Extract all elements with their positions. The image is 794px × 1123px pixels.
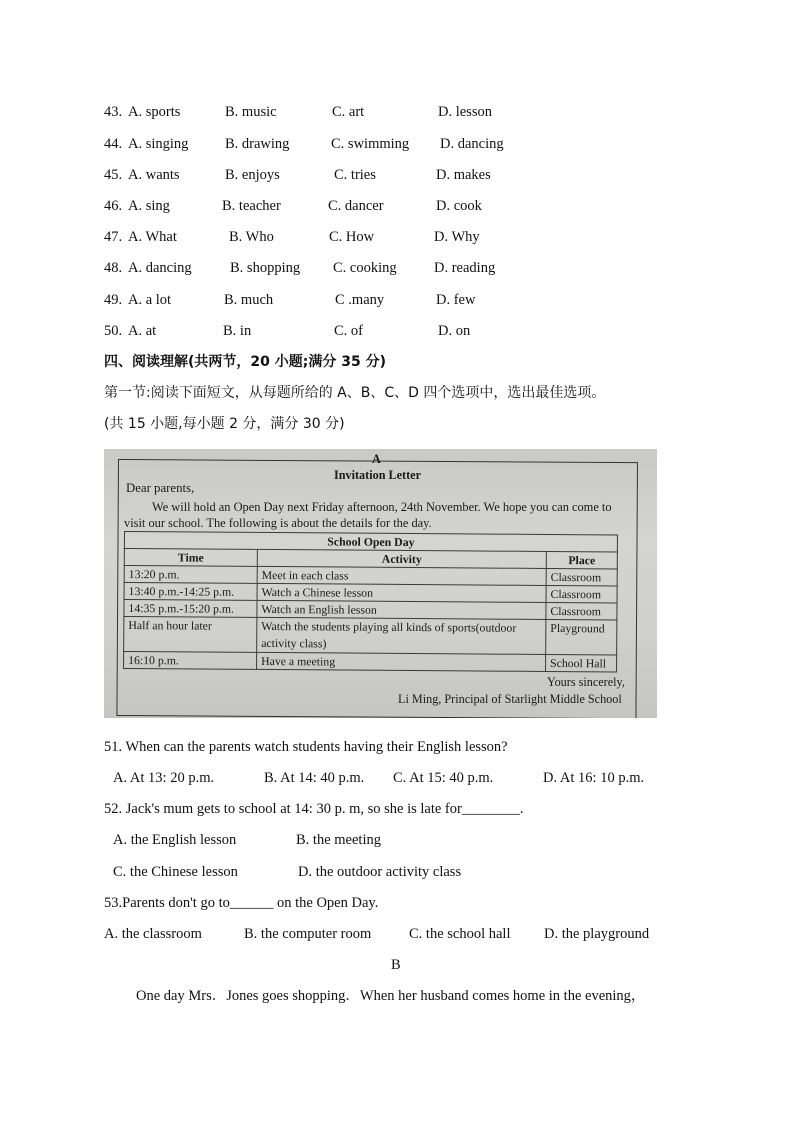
header-time: Time bbox=[124, 549, 257, 567]
question-51-stem: 51. When can the parents watch students having their English lesson? bbox=[104, 739, 508, 755]
cell-time: Half an hour later bbox=[124, 617, 257, 653]
cell-time: 13:20 p.m. bbox=[124, 566, 257, 584]
letter-title: Invitation Letter bbox=[334, 468, 421, 482]
question-52-option-d: D. the outdoor activity class bbox=[298, 864, 462, 880]
question-51-option-b: B. At 14: 40 p.m. bbox=[264, 770, 365, 786]
question-52-option-c: C. the Chinese lesson bbox=[113, 864, 238, 880]
option-a: A. singing bbox=[128, 136, 189, 152]
question-53-option-b: B. the computer room bbox=[244, 926, 372, 942]
option-b: B. music bbox=[225, 104, 277, 120]
option-b: B. in bbox=[223, 323, 252, 339]
question-53-option-d: D. the playground bbox=[544, 926, 650, 942]
table-row bbox=[124, 652, 617, 672]
passage-a-photo bbox=[104, 449, 657, 718]
option-a: A. at bbox=[128, 323, 157, 339]
schedule-table bbox=[123, 531, 618, 672]
letter-body-line-1: We will hold an Open Day next Friday afternoon, 24th November. We hope you can come to bbox=[152, 500, 612, 514]
option-b: B. much bbox=[224, 292, 274, 308]
question-number: 46. bbox=[104, 198, 123, 214]
cell-activity: Have a meeting bbox=[257, 652, 546, 671]
question-number: 50. bbox=[104, 323, 123, 339]
question-51-option-a: A. At 13: 20 p.m. bbox=[113, 770, 215, 786]
section-scoring: (共 15 小题,每小题 2 分，满分 30 分) bbox=[104, 416, 345, 432]
cell-place: Playground bbox=[546, 619, 617, 654]
option-b: B. enjoys bbox=[225, 167, 280, 183]
option-a: A. a lot bbox=[128, 292, 172, 308]
option-c: C. tries bbox=[334, 167, 376, 183]
option-d: D. makes bbox=[436, 167, 491, 183]
cell-activity: Watch an English lesson bbox=[257, 600, 546, 619]
letter-signature: Li Ming, Principal of Starlight Middle School bbox=[398, 692, 622, 706]
option-d: D. reading bbox=[434, 260, 496, 276]
option-c: C. art bbox=[332, 104, 365, 120]
question-number: 47. bbox=[104, 229, 123, 245]
section-instruction: 第一节:阅读下面短文，从每题所给的 A、B、C、D 四个选项中，选出最佳选项。 bbox=[104, 385, 606, 401]
header-place: Place bbox=[546, 551, 617, 568]
letter-greeting: Dear parents, bbox=[126, 481, 195, 495]
option-c: C. dancer bbox=[328, 198, 384, 214]
question-52-stem: 52. Jack's mum gets to school at 14: 30 p. m, so she is late for________. bbox=[104, 801, 524, 817]
question-52-option-b: B. the meeting bbox=[296, 832, 381, 848]
option-a: A. sing bbox=[128, 198, 170, 214]
option-b: B. drawing bbox=[225, 136, 290, 152]
cell-place: Classroom bbox=[546, 602, 617, 619]
option-c: C. cooking bbox=[333, 260, 397, 276]
passage-b-first-line: One day Mrs．Jones goes shopping．When her husband comes home in the evening， bbox=[136, 988, 646, 1004]
question-51-option-d: D. At 16: 10 p.m. bbox=[543, 770, 645, 786]
cell-time: 14:35 p.m.-15:20 p.m. bbox=[124, 600, 257, 618]
question-53-option-c: C. the school hall bbox=[409, 926, 511, 942]
section-heading: 四、阅读理解(共两节，20 小题;满分 35 分) bbox=[104, 354, 386, 370]
question-53-option-a: A. the classroom bbox=[104, 926, 202, 942]
question-51-option-c: C. At 15: 40 p.m. bbox=[393, 770, 494, 786]
option-a: A. What bbox=[128, 229, 177, 245]
cell-place: Classroom bbox=[546, 585, 617, 602]
question-52-option-a: A. the English lesson bbox=[113, 832, 237, 848]
cell-place: School Hall bbox=[546, 654, 617, 671]
option-d: D. few bbox=[436, 292, 476, 308]
cell-activity: Watch a Chinese lesson bbox=[257, 583, 546, 602]
cell-activity: Meet in each class bbox=[257, 566, 546, 585]
option-b: B. teacher bbox=[222, 198, 281, 214]
passage-label: A bbox=[372, 452, 381, 466]
option-d: D. on bbox=[438, 323, 471, 339]
option-a: A. wants bbox=[128, 167, 180, 183]
option-a: A. dancing bbox=[128, 260, 192, 276]
option-c: C. How bbox=[329, 229, 375, 245]
passage-b-label: B bbox=[391, 957, 401, 973]
option-b: B. shopping bbox=[230, 260, 301, 276]
question-number: 43. bbox=[104, 104, 123, 120]
cell-activity: Watch the students playing all kinds of sports(outdoor activity class) bbox=[257, 617, 546, 654]
option-d: D. Why bbox=[434, 229, 480, 245]
cell-time: 16:10 p.m. bbox=[124, 652, 257, 670]
option-d: D. lesson bbox=[438, 104, 492, 120]
question-number: 48. bbox=[104, 260, 123, 276]
question-number: 44. bbox=[104, 136, 123, 152]
question-53-stem: 53.Parents don't go to______ on the Open Day. bbox=[104, 895, 379, 911]
table-title: School Open Day bbox=[124, 532, 617, 552]
option-d: D. cook bbox=[436, 198, 482, 214]
option-c: C. of bbox=[334, 323, 363, 339]
option-c: C. swimming bbox=[331, 136, 410, 152]
option-b: B. Who bbox=[229, 229, 274, 245]
table-row bbox=[124, 617, 617, 655]
letter-body-line-2: visit our school. The following is about the details for the day. bbox=[124, 516, 432, 530]
option-a: A. sports bbox=[128, 104, 181, 120]
header-activity: Activity bbox=[257, 549, 546, 568]
letter-closing: Yours sincerely, bbox=[547, 675, 625, 689]
cell-place: Classroom bbox=[546, 568, 617, 585]
option-c: C .many bbox=[335, 292, 385, 308]
option-d: D. dancing bbox=[440, 136, 504, 152]
cell-time: 13:40 p.m.-14:25 p.m. bbox=[124, 583, 257, 601]
question-number: 45. bbox=[104, 167, 123, 183]
question-number: 49. bbox=[104, 292, 123, 308]
